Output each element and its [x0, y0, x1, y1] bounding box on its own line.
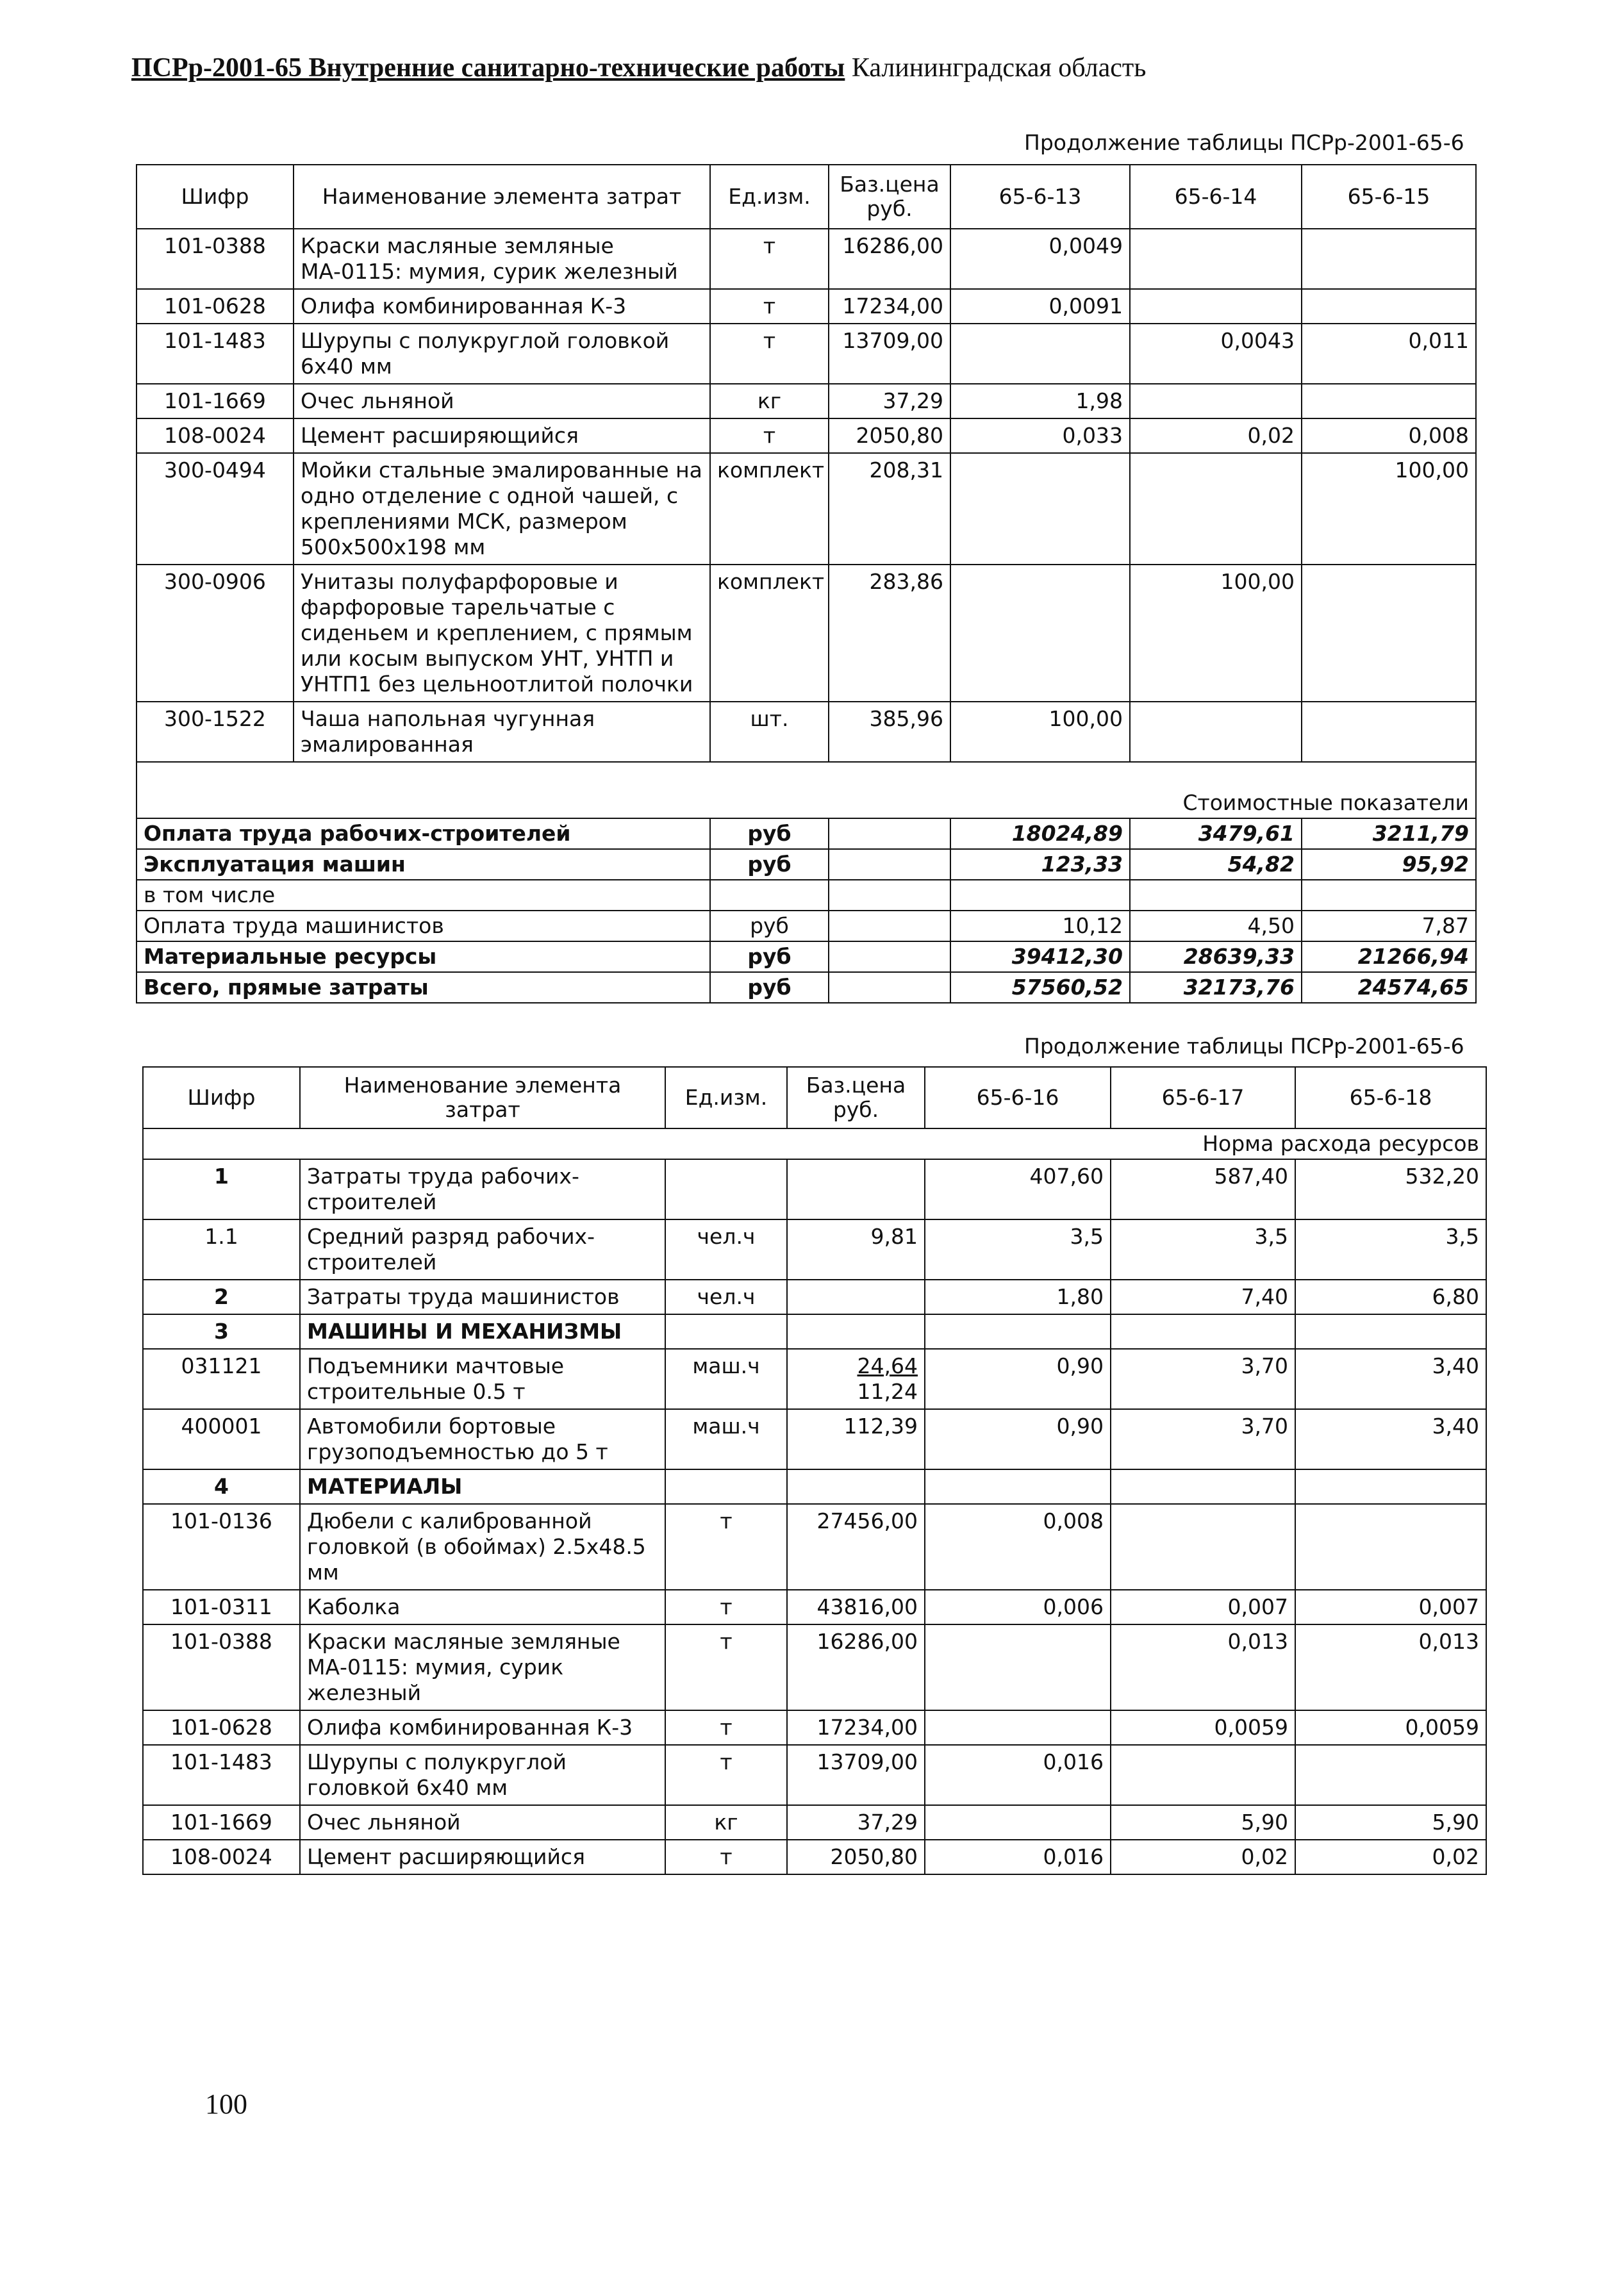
table-row — [137, 565, 1476, 702]
cell-value-65-6-16: 0,90 — [925, 1349, 1111, 1409]
cell-value-65-6-13 — [950, 453, 1130, 565]
cell-value-65-6-15 — [1302, 384, 1476, 418]
summary-row — [137, 911, 1476, 941]
cell-value-65-6-13: 0,0049 — [950, 229, 1130, 289]
table-row — [143, 1349, 1486, 1409]
page-header — [131, 53, 1146, 83]
cell-code: 101-1669 — [137, 384, 294, 418]
cell-name: Дюбели с калиброванной головкой (в обоймах) 2.5х48.5 мм — [300, 1504, 665, 1590]
table-row — [137, 289, 1476, 324]
cell-price: 27456,00 — [787, 1504, 925, 1590]
cell-value-65-6-14 — [1130, 384, 1302, 418]
col-unit-header: Ед.изм. — [710, 165, 829, 229]
cell-value-65-6-18: 0,0059 — [1295, 1710, 1486, 1745]
table-row — [143, 1314, 1486, 1349]
cell-code: 108-0024 — [137, 418, 294, 453]
cell-value-65-6-14: 0,02 — [1130, 418, 1302, 453]
cell-code: 101-0628 — [137, 289, 294, 324]
cell-price — [787, 1314, 925, 1349]
col-65-6-17-header: 65-6-17 — [1111, 1067, 1295, 1128]
cell-name: Цемент расширяющийся — [294, 418, 710, 453]
cell-value-65-6-13 — [950, 324, 1130, 384]
cell-price: 2050,80 — [787, 1840, 925, 1874]
table-row — [143, 1624, 1486, 1710]
cell-price: 43816,00 — [787, 1590, 925, 1624]
summary-label: в том числе — [137, 880, 710, 911]
summary-value-65-6-13 — [950, 880, 1130, 911]
cell-value-65-6-14 — [1130, 702, 1302, 762]
cell-price: 37,29 — [829, 384, 950, 418]
cell-code: 031121 — [143, 1349, 300, 1409]
summary-price-empty — [829, 972, 950, 1003]
cell-unit: кг — [665, 1805, 787, 1840]
summary-value-65-6-14: 28639,33 — [1130, 941, 1302, 972]
cell-value-65-6-17: 3,70 — [1111, 1349, 1295, 1409]
cell-code: 1.1 — [143, 1219, 300, 1280]
summary-value-65-6-13: 57560,52 — [950, 972, 1130, 1003]
cell-value-65-6-18: 5,90 — [1295, 1805, 1486, 1840]
cell-value-65-6-18: 0,007 — [1295, 1590, 1486, 1624]
resource-table-1 — [136, 164, 1477, 1003]
cell-unit — [665, 1159, 787, 1219]
cell-code: 1 — [143, 1159, 300, 1219]
cell-value-65-6-16 — [925, 1710, 1111, 1745]
cell-code: 101-1669 — [143, 1805, 300, 1840]
cell-value-65-6-14 — [1130, 289, 1302, 324]
summary-value-65-6-15: 7,87 — [1302, 911, 1476, 941]
cell-unit: т — [710, 418, 829, 453]
summary-value-65-6-15: 24574,65 — [1302, 972, 1476, 1003]
summary-price-empty — [829, 911, 950, 941]
cell-price: 17234,00 — [829, 289, 950, 324]
cell-price — [787, 1349, 925, 1409]
cell-code: 300-1522 — [137, 702, 294, 762]
band-spacer — [143, 1128, 925, 1159]
cell-price: 37,29 — [787, 1805, 925, 1840]
col-price-header: Баз.цена руб. — [829, 165, 950, 229]
cell-unit: т — [665, 1624, 787, 1710]
cell-price: 16286,00 — [787, 1624, 925, 1710]
summary-price-empty — [829, 941, 950, 972]
col-code-header: Шифр — [137, 165, 294, 229]
table-row — [137, 702, 1476, 762]
table-row — [137, 384, 1476, 418]
summary-price-empty — [829, 849, 950, 880]
cost-band-label: Стоимостные показатели — [950, 788, 1476, 818]
cell-code: 108-0024 — [143, 1840, 300, 1874]
col-name-header: Наименование элемента затрат — [300, 1067, 665, 1128]
summary-value-65-6-14: 54,82 — [1130, 849, 1302, 880]
table-row — [143, 1409, 1486, 1469]
summary-unit: руб — [710, 972, 829, 1003]
table-row — [137, 324, 1476, 384]
cell-code: 101-0311 — [143, 1590, 300, 1624]
cell-value-65-6-16: 0,006 — [925, 1590, 1111, 1624]
price-secondary: 11,24 — [857, 1379, 918, 1404]
cell-value-65-6-18: 3,40 — [1295, 1349, 1486, 1409]
cell-code: 300-0494 — [137, 453, 294, 565]
cost-band-row — [137, 788, 1476, 818]
cell-code: 101-0136 — [143, 1504, 300, 1590]
cell-value-65-6-16: 1,80 — [925, 1280, 1111, 1314]
cell-value-65-6-16: 3,5 — [925, 1219, 1111, 1280]
cell-value-65-6-16 — [925, 1624, 1111, 1710]
cell-value-65-6-17: 0,007 — [1111, 1590, 1295, 1624]
summary-label: Материальные ресурсы — [137, 941, 710, 972]
cell-unit: т — [665, 1840, 787, 1874]
cell-value-65-6-13: 0,033 — [950, 418, 1130, 453]
cell-value-65-6-17 — [1111, 1314, 1295, 1349]
table1-header-row — [137, 165, 1476, 229]
cell-value-65-6-18: 6,80 — [1295, 1280, 1486, 1314]
cell-value-65-6-14 — [1130, 453, 1302, 565]
cell-value-65-6-17: 0,02 — [1111, 1840, 1295, 1874]
header-region: Калининградская область — [851, 53, 1147, 83]
cell-price — [787, 1469, 925, 1504]
cell-code: 101-0628 — [143, 1710, 300, 1745]
summary-label: Эксплуатация машин — [137, 849, 710, 880]
cell-unit: кг — [710, 384, 829, 418]
cell-value-65-6-17: 0,013 — [1111, 1624, 1295, 1710]
cell-price — [787, 1280, 925, 1314]
cell-name: Затраты труда рабочих-строителей — [300, 1159, 665, 1219]
cell-value-65-6-13: 0,0091 — [950, 289, 1130, 324]
cell-unit: т — [665, 1710, 787, 1745]
cell-value-65-6-17: 7,40 — [1111, 1280, 1295, 1314]
table-row — [143, 1159, 1486, 1219]
table-separator-row — [137, 762, 1476, 788]
summary-row — [137, 880, 1476, 911]
cell-value-65-6-17: 0,0059 — [1111, 1710, 1295, 1745]
cell-name: Шурупы с полукруглой головкой 6х40 мм — [300, 1745, 665, 1805]
table-row — [143, 1504, 1486, 1590]
cell-value-65-6-15: 0,011 — [1302, 324, 1476, 384]
cell-value-65-6-14: 100,00 — [1130, 565, 1302, 702]
col-65-6-18-header: 65-6-18 — [1295, 1067, 1486, 1128]
cell-name: Унитазы полуфарфоровые и фарфоровые тарельчатые с сиденьем и креплением, с прямым или косым выпуском УНТ, УНТП и УНТП1 без цельноотлитой полочки — [294, 565, 710, 702]
cell-unit — [665, 1314, 787, 1349]
summary-value-65-6-15 — [1302, 880, 1476, 911]
separator-cell — [137, 762, 1476, 788]
col-unit-header: Ед.изм. — [665, 1067, 787, 1128]
cell-name: МАШИНЫ И МЕХАНИЗМЫ — [300, 1314, 665, 1349]
summary-value-65-6-14: 32173,76 — [1130, 972, 1302, 1003]
cell-price: 9,81 — [787, 1219, 925, 1280]
price-primary: 24,64 — [857, 1353, 918, 1378]
cell-name: Чаша напольная чугунная эмалированная — [294, 702, 710, 762]
summary-label: Всего, прямые затраты — [137, 972, 710, 1003]
cell-name: МАТЕРИАЛЫ — [300, 1469, 665, 1504]
col-65-6-16-header: 65-6-16 — [925, 1067, 1111, 1128]
cell-unit: т — [710, 324, 829, 384]
cell-value-65-6-15 — [1302, 289, 1476, 324]
summary-unit: руб — [710, 849, 829, 880]
col-price-header: Баз.цена руб. — [787, 1067, 925, 1128]
cell-price: 13709,00 — [787, 1745, 925, 1805]
summary-row — [137, 941, 1476, 972]
summary-value-65-6-13: 10,12 — [950, 911, 1130, 941]
summary-value-65-6-14: 3479,61 — [1130, 818, 1302, 849]
cell-value-65-6-16: 407,60 — [925, 1159, 1111, 1219]
cell-unit: чел.ч — [665, 1280, 787, 1314]
cell-price: 17234,00 — [787, 1710, 925, 1745]
cell-value-65-6-16 — [925, 1469, 1111, 1504]
summary-label: Оплата труда рабочих-строителей — [137, 818, 710, 849]
col-code-header: Шифр — [143, 1067, 300, 1128]
cell-value-65-6-18 — [1295, 1469, 1486, 1504]
summary-row — [137, 972, 1476, 1003]
summary-unit: руб — [710, 941, 829, 972]
summary-value-65-6-15: 3211,79 — [1302, 818, 1476, 849]
summary-unit: руб — [710, 818, 829, 849]
cell-value-65-6-15 — [1302, 565, 1476, 702]
cell-unit: комплект — [710, 453, 829, 565]
table2-header-row — [143, 1067, 1486, 1128]
cell-code: 4 — [143, 1469, 300, 1504]
table-row — [137, 229, 1476, 289]
cell-value-65-6-18 — [1295, 1745, 1486, 1805]
summary-label: Оплата труда машинистов — [137, 911, 710, 941]
cell-code: 101-0388 — [137, 229, 294, 289]
cell-name: Цемент расширяющийся — [300, 1840, 665, 1874]
col-65-6-15-header: 65-6-15 — [1302, 165, 1476, 229]
table-row — [143, 1710, 1486, 1745]
table-row — [143, 1280, 1486, 1314]
cell-value-65-6-18: 532,20 — [1295, 1159, 1486, 1219]
summary-value-65-6-13: 18024,89 — [950, 818, 1130, 849]
cell-unit — [665, 1469, 787, 1504]
cell-value-65-6-18 — [1295, 1314, 1486, 1349]
cell-name: Краски масляные земляные МА-0115: мумия, сурик железный — [300, 1624, 665, 1710]
summary-unit — [710, 880, 829, 911]
cell-price: 13709,00 — [829, 324, 950, 384]
summary-value-65-6-14 — [1130, 880, 1302, 911]
cell-name: Олифа комбинированная К-3 — [300, 1710, 665, 1745]
summary-value-65-6-13: 123,33 — [950, 849, 1130, 880]
cell-price — [787, 1159, 925, 1219]
table-row — [143, 1590, 1486, 1624]
resource-table-2 — [142, 1066, 1487, 1875]
cell-value-65-6-18: 0,02 — [1295, 1840, 1486, 1874]
table-row — [143, 1745, 1486, 1805]
cell-name: Краски масляные земляные МА-0115: мумия, сурик железный — [294, 229, 710, 289]
cell-value-65-6-15: 0,008 — [1302, 418, 1476, 453]
norm-band-label: Норма расхода ресурсов — [925, 1128, 1486, 1159]
table-row — [137, 453, 1476, 565]
cell-price: 385,96 — [829, 702, 950, 762]
cell-unit: т — [710, 289, 829, 324]
cell-name: Подъемники мачтовые строительные 0.5 т — [300, 1349, 665, 1409]
cell-unit: маш.ч — [665, 1349, 787, 1409]
cell-name: Олифа комбинированная К-3 — [294, 289, 710, 324]
cell-value-65-6-16 — [925, 1314, 1111, 1349]
cell-name: Автомобили бортовые грузоподъемностью до 5 т — [300, 1409, 665, 1469]
cell-value-65-6-16 — [925, 1805, 1111, 1840]
cell-price: 16286,00 — [829, 229, 950, 289]
summary-price-empty — [829, 818, 950, 849]
cell-price: 2050,80 — [829, 418, 950, 453]
col-65-6-14-header: 65-6-14 — [1130, 165, 1302, 229]
cell-price: 283,86 — [829, 565, 950, 702]
cell-name: Каболка — [300, 1590, 665, 1624]
cell-name: Шурупы с полукруглой головкой 6х40 мм — [294, 324, 710, 384]
cell-price: 112,39 — [787, 1409, 925, 1469]
cell-name: Очес льняной — [294, 384, 710, 418]
table1-caption: Продолжение таблицы ПСРр-2001-65-6 — [1024, 130, 1464, 155]
cell-code: 3 — [143, 1314, 300, 1349]
cell-name: Очес льняной — [300, 1805, 665, 1840]
summary-value-65-6-15: 95,92 — [1302, 849, 1476, 880]
cell-code: 300-0906 — [137, 565, 294, 702]
cell-value-65-6-17 — [1111, 1504, 1295, 1590]
table2-caption: Продолжение таблицы ПСРр-2001-65-6 — [1024, 1034, 1464, 1059]
cell-code: 400001 — [143, 1409, 300, 1469]
table-row — [143, 1805, 1486, 1840]
table-row — [143, 1219, 1486, 1280]
col-65-6-13-header: 65-6-13 — [950, 165, 1130, 229]
norm-band-row — [143, 1128, 1486, 1159]
cell-code: 2 — [143, 1280, 300, 1314]
col-name-header: Наименование элемента затрат — [294, 165, 710, 229]
cell-unit: комплект — [710, 565, 829, 702]
cell-value-65-6-18: 0,013 — [1295, 1624, 1486, 1710]
summary-row — [137, 849, 1476, 880]
cell-unit: т — [710, 229, 829, 289]
cell-value-65-6-17: 587,40 — [1111, 1159, 1295, 1219]
table-row — [143, 1469, 1486, 1504]
cell-value-65-6-15: 100,00 — [1302, 453, 1476, 565]
cell-value-65-6-14: 0,0043 — [1130, 324, 1302, 384]
cell-value-65-6-13: 100,00 — [950, 702, 1130, 762]
cell-value-65-6-17: 5,90 — [1111, 1805, 1295, 1840]
cell-code: 101-1483 — [137, 324, 294, 384]
cell-name: Затраты труда машинистов — [300, 1280, 665, 1314]
cell-value-65-6-16: 0,016 — [925, 1745, 1111, 1805]
cell-value-65-6-17: 3,70 — [1111, 1409, 1295, 1469]
cell-unit: чел.ч — [665, 1219, 787, 1280]
cell-value-65-6-17 — [1111, 1745, 1295, 1805]
cell-unit: т — [665, 1504, 787, 1590]
cell-value-65-6-18: 3,5 — [1295, 1219, 1486, 1280]
table-row — [143, 1840, 1486, 1874]
summary-price-empty — [829, 880, 950, 911]
summary-unit: руб — [710, 911, 829, 941]
cell-value-65-6-17 — [1111, 1469, 1295, 1504]
summary-value-65-6-15: 21266,94 — [1302, 941, 1476, 972]
cell-value-65-6-15 — [1302, 229, 1476, 289]
cell-value-65-6-15 — [1302, 702, 1476, 762]
cell-value-65-6-17: 3,5 — [1111, 1219, 1295, 1280]
cell-value-65-6-16: 0,90 — [925, 1409, 1111, 1469]
cell-name: Средний разряд рабочих-строителей — [300, 1219, 665, 1280]
cell-value-65-6-16: 0,016 — [925, 1840, 1111, 1874]
page-number: 100 — [205, 2088, 247, 2120]
cell-value-65-6-14 — [1130, 229, 1302, 289]
cell-value-65-6-13 — [950, 565, 1130, 702]
cell-value-65-6-13: 1,98 — [950, 384, 1130, 418]
cell-unit: т — [665, 1745, 787, 1805]
header-title: ПСРр-2001-65 Внутренние санитарно-технические работы — [131, 53, 845, 83]
cell-name: Мойки стальные эмалированные на одно отделение с одной чашей, с креплениями МСК, размером 500х500х198 мм — [294, 453, 710, 565]
summary-value-65-6-13: 39412,30 — [950, 941, 1130, 972]
cell-code: 101-1483 — [143, 1745, 300, 1805]
cell-code: 101-0388 — [143, 1624, 300, 1710]
summary-row — [137, 818, 1476, 849]
cell-value-65-6-18: 3,40 — [1295, 1409, 1486, 1469]
table-row — [137, 418, 1476, 453]
cell-unit: т — [665, 1590, 787, 1624]
cell-value-65-6-16: 0,008 — [925, 1504, 1111, 1590]
cell-unit: маш.ч — [665, 1409, 787, 1469]
cell-value-65-6-18 — [1295, 1504, 1486, 1590]
summary-value-65-6-14: 4,50 — [1130, 911, 1302, 941]
band-spacer — [137, 788, 950, 818]
cell-unit: шт. — [710, 702, 829, 762]
cell-price: 208,31 — [829, 453, 950, 565]
